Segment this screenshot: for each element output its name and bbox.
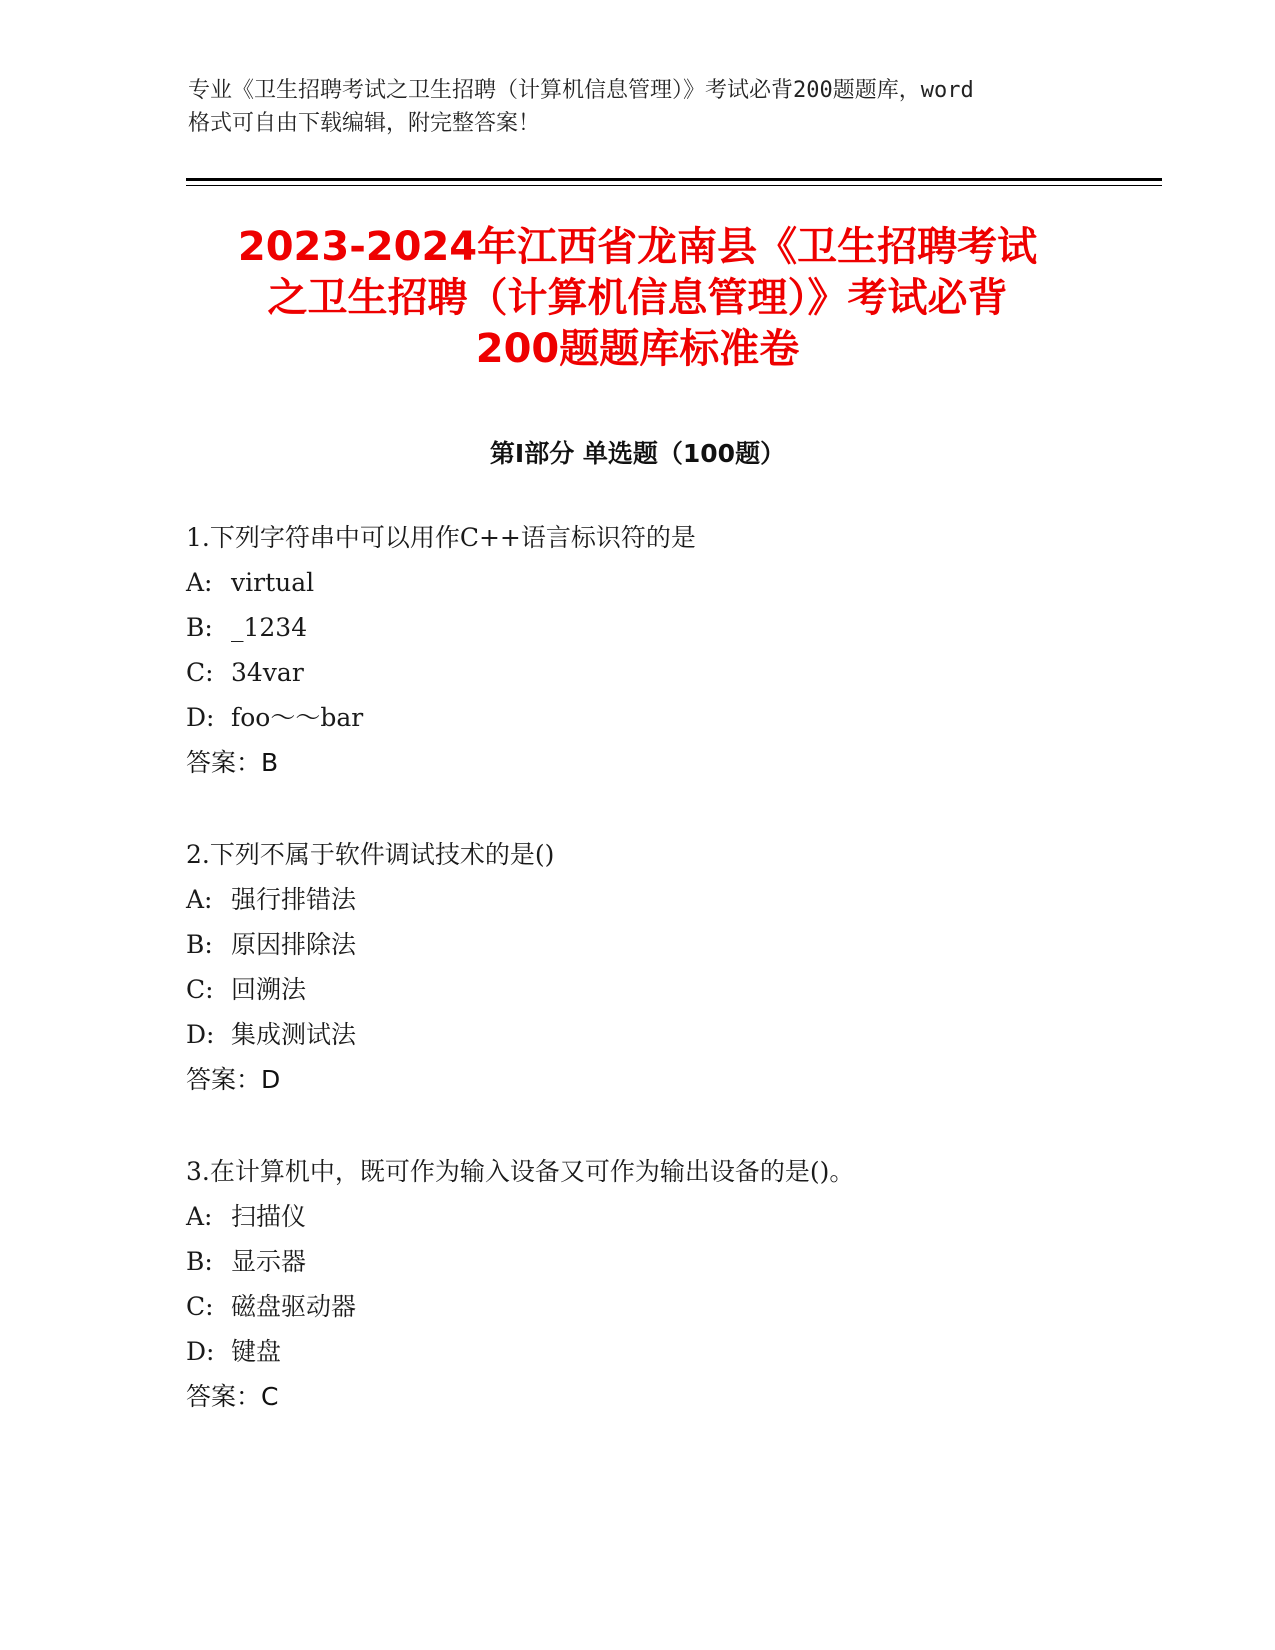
header-note — [188, 74, 1088, 140]
option-c — [186, 967, 1186, 1012]
option-text: 34var — [231, 658, 304, 687]
answer-label: 答案： — [186, 748, 262, 777]
option-key: C: — [186, 658, 214, 687]
option-key: A: — [186, 568, 213, 597]
option-text: 扫描仪 — [231, 1202, 307, 1231]
title-line-3: 200题题库标准卷 — [475, 326, 800, 372]
option-text: 强行排错法 — [231, 885, 357, 914]
header-note-line-1: 专业《卫生招聘考试之卫生招聘（计算机信息管理）》考试必背200题题库，word — [188, 78, 974, 103]
answer-value: C — [261, 1382, 279, 1411]
document-title — [150, 222, 1125, 375]
answer-value: D — [261, 1065, 281, 1094]
answer-label: 答案： — [186, 1382, 262, 1411]
option-d — [186, 1329, 1186, 1374]
answer-value: B — [261, 748, 279, 777]
option-text: foo～～bar — [231, 703, 364, 732]
option-key: D: — [186, 1337, 215, 1366]
question-3 — [186, 1149, 1186, 1419]
option-text: 集成测试法 — [231, 1020, 357, 1049]
answer-label: 答案： — [186, 1065, 262, 1094]
option-a — [186, 560, 1186, 605]
question-stem: 1.下列字符串中可以用作C++语言标识符的是 — [186, 523, 696, 552]
option-key: C: — [186, 1292, 214, 1321]
option-text: virtual — [231, 568, 315, 597]
option-text: 显示器 — [231, 1247, 307, 1276]
option-key: C: — [186, 975, 214, 1004]
header-rule-thick — [186, 178, 1162, 181]
header-rule-thin — [186, 185, 1162, 186]
option-b — [186, 922, 1186, 967]
answer-line — [186, 740, 1186, 785]
question-stem: 3.在计算机中，既可作为输入设备又可作为输出设备的是()。 — [186, 1157, 855, 1186]
option-key: D: — [186, 1020, 215, 1049]
title-line-1: 2023-2024年江西省龙南县《卫生招聘考试 — [237, 224, 1038, 270]
option-key: A: — [186, 885, 213, 914]
option-d — [186, 1012, 1186, 1057]
question-2 — [186, 832, 1186, 1102]
option-key: A: — [186, 1202, 213, 1231]
option-a — [186, 877, 1186, 922]
option-b — [186, 605, 1186, 650]
question-stem: 2.下列不属于软件调试技术的是() — [186, 840, 555, 869]
option-text: 磁盘驱动器 — [231, 1292, 357, 1321]
answer-line — [186, 1057, 1186, 1102]
option-c — [186, 1284, 1186, 1329]
answer-line — [186, 1374, 1186, 1419]
option-b — [186, 1239, 1186, 1284]
option-key: B: — [186, 1247, 213, 1276]
header-note-line-2: 格式可自由下载编辑，附完整答案！ — [188, 111, 541, 136]
question-1 — [186, 515, 1186, 785]
option-text: _1234 — [231, 613, 308, 642]
option-a — [186, 1194, 1186, 1239]
option-c — [186, 650, 1186, 695]
option-text: 回溯法 — [231, 975, 307, 1004]
option-text: 键盘 — [231, 1337, 282, 1366]
option-d — [186, 695, 1186, 740]
option-key: B: — [186, 930, 213, 959]
option-key: B: — [186, 613, 213, 642]
title-line-2: 之卫生招聘（计算机信息管理）》考试必背 — [267, 275, 1008, 321]
option-text: 原因排除法 — [231, 930, 357, 959]
section-heading: 第Ⅰ部分 单选题（100题） — [489, 439, 786, 468]
option-key: D: — [186, 703, 215, 732]
